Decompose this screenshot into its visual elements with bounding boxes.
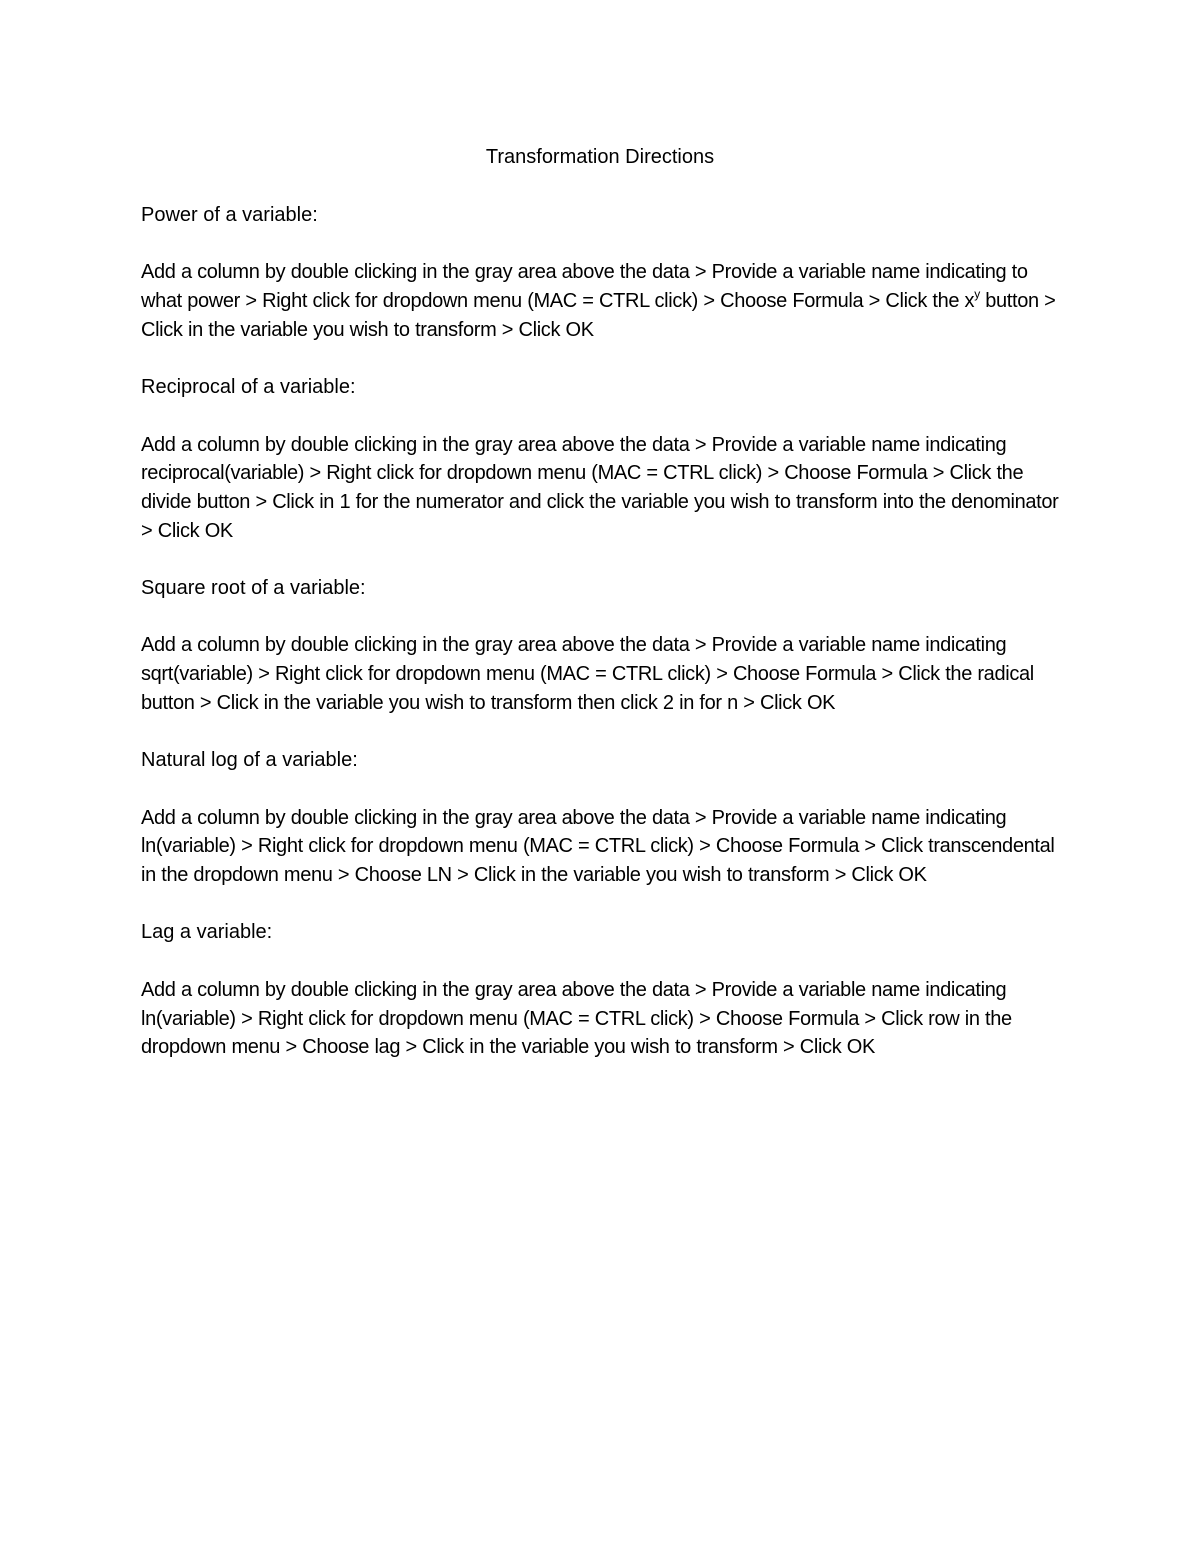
section-heading: Reciprocal of a variable:: [141, 376, 356, 399]
section-heading: Lag a variable:: [141, 921, 273, 944]
section-power: [141, 201, 1071, 345]
section-text: Add a column by double clicking in the gray area above the data > Provide a variable name indicating sqrt(variable) > Right click for dropdown menu (MAC = CTRL click) > Choose Formula > Click the radical button > Click in the variable you wish to transform then click 2 in for n > Click OK: [141, 634, 1034, 714]
section-text-part: button > Click in the variable you wish to transform > Click OK: [141, 290, 1056, 341]
section-reciprocal: [141, 373, 1071, 545]
section-lag: [141, 918, 1071, 1062]
section-text: Add a column by double clicking in the gray area above the data > Provide a variable name indicating ln(variable) > Right click for dropdown menu (MAC = CTRL click) > Choose Formula > Click transcendental in the dropdown menu > Choose LN > Click in the variable you wish to transform > Click OK: [141, 806, 1055, 887]
section-heading: Power of a variable:: [141, 204, 318, 226]
section-square-root: [141, 574, 1071, 718]
document-body: [141, 201, 1071, 1091]
superscript-y: y: [974, 287, 980, 302]
section-heading: Square root of a variable:: [141, 577, 366, 600]
section-natural-log: [141, 746, 1071, 890]
section-text-part: Add a column by double clicking in the gray area above the data > Provide a variable name indicating to what power > Right click for dropdown menu (MAC = CTRL click) > Choose Formula > Click the x: [141, 261, 1028, 313]
section-text: [141, 258, 1071, 344]
page-title: Transformation Directions: [485, 146, 715, 168]
section-text: Add a column by double clicking in the gray area above the data > Provide a variable name indicating ln(variable) > Right click for dropdown menu (MAC = CTRL click) > Choose Formula > Click row in the dropdown menu > Choose lag > Click in the variable you wish to transform > Click OK: [141, 978, 1012, 1059]
section-heading: Natural log of a variable:: [141, 749, 358, 772]
section-text: Add a column by double clicking in the gray area above the data > Provide a variable name indicating reciprocal(variable) > Right click for dropdown menu (MAC = CTRL click) > Choose Formula > Click the divide button > Click in 1 for the numerator and click the variable you wish to transform into the denominator > Click OK: [141, 433, 1059, 542]
